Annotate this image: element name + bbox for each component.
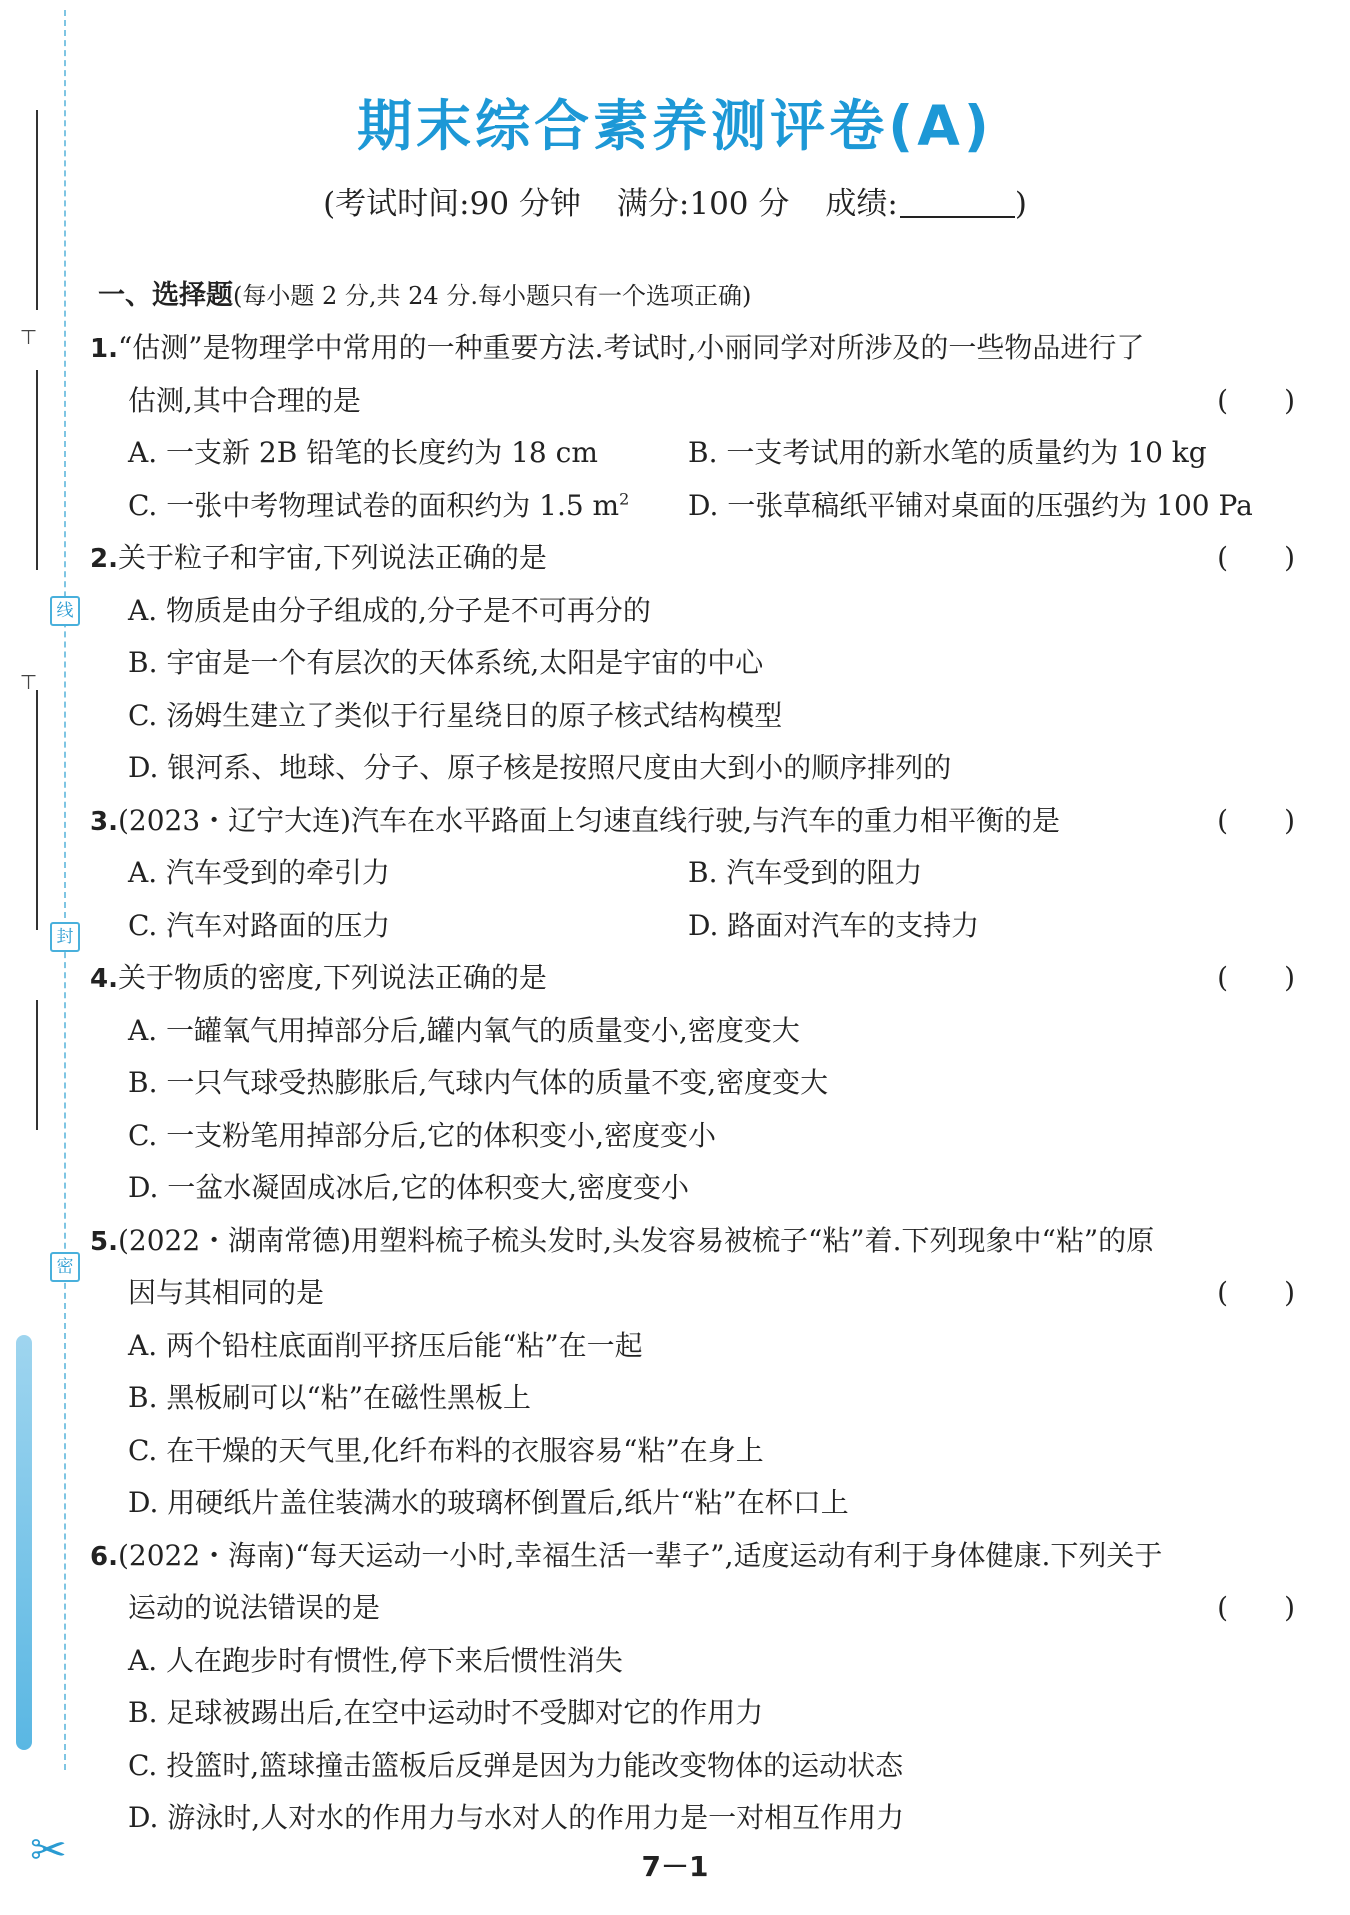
full-score: 满分:100 分 — [616, 186, 790, 222]
option-b: B. 黑板刷可以“粘”在磁性黑板上 — [128, 1381, 532, 1414]
question-stem-cont: 运动的说法错误的是 — [128, 1591, 381, 1624]
option-a: A. 一支新 2B 铅笔的长度约为 18 cm — [128, 436, 598, 469]
question-stem-cont: 估测,其中合理的是 — [128, 383, 361, 417]
margin-write-line — [36, 370, 38, 570]
question-number: 1. — [90, 334, 118, 364]
margin-label-mark: ⊢ — [16, 328, 41, 346]
exam-time: (考试时间:90 分钟 — [323, 186, 581, 222]
page-title: 期末综合素养测评卷(A) — [357, 94, 993, 158]
section-header — [98, 270, 1295, 322]
margin-write-line — [36, 690, 38, 930]
question-2 — [90, 532, 1295, 795]
question-4 — [90, 952, 1295, 1215]
question-3 — [90, 795, 1295, 953]
answer-bracket[interactable]: ( ) — [1217, 803, 1295, 837]
question-stem: 关于粒子和宇宙,下列说法正确的是 — [117, 541, 547, 574]
bind-mark-seal: 封 — [50, 922, 80, 952]
question-list — [90, 270, 1295, 1845]
superscript-2: 2 — [619, 489, 630, 509]
margin-label-mark: ⊢ — [16, 673, 41, 691]
question-5 — [90, 1215, 1295, 1530]
question-stem: (2022・海南)“每天运动一小时,幸福生活一辈子”,适度运动有利于身体健康.下列关于 — [117, 1538, 1163, 1572]
question-number: 2. — [90, 544, 118, 574]
option-c: C. 汽车对路面的压力 — [128, 908, 391, 942]
question-stem: “估测”是物理学中常用的一种重要方法.考试时,小丽同学对所涉及的一些物品进行了 — [117, 331, 1145, 364]
bind-mark-secret: 密 — [50, 1252, 80, 1282]
question-number: 4. — [90, 964, 118, 994]
option-b: B. 一支考试用的新水笔的质量约为 10 kg — [688, 436, 1207, 469]
option-c: C. 一支粉笔用掉部分后,它的体积变小,密度变小 — [128, 1118, 717, 1152]
section-note: (每小题 2 分,共 24 分.每小题只有一个选项正确) — [233, 282, 752, 310]
question-stem-cont: 因与其相同的是 — [128, 1276, 325, 1309]
option-b: B. 宇宙是一个有层次的天体系统,太阳是宇宙的中心 — [128, 646, 764, 679]
question-stem: (2022・湖南常德)用塑料梳子梳头发时,头发容易被梳子“粘”着.下列现象中“粘”的原 — [117, 1223, 1155, 1257]
grade-label: 成绩: — [825, 186, 898, 222]
scissors-icon: ✂ — [30, 1825, 67, 1876]
option-c: C. 汤姆生建立了类似于行星绕日的原子核式结构模型 — [128, 698, 783, 732]
option-d: D. 一张草稿纸平铺对桌面的压强约为 100 Pa — [688, 488, 1253, 522]
info-close-paren: ) — [1014, 186, 1027, 222]
option-a: A. 人在跑步时有惯性,停下来后惯性消失 — [128, 1643, 623, 1677]
option-d: D. 用硬纸片盖住装满水的玻璃杯倒置后,纸片“粘”在杯口上 — [128, 1486, 849, 1519]
option-d: D. 一盆水凝固成冰后,它的体积变大,密度变小 — [128, 1171, 690, 1204]
option-c: C. 在干燥的天气里,化纤布料的衣服容易“粘”在身上 — [128, 1433, 764, 1467]
question-number: 5. — [90, 1226, 118, 1257]
option-b: B. 一只气球受热膨胀后,气球内气体的质量不变,密度变大 — [128, 1066, 829, 1099]
question-number: 3. — [90, 806, 118, 837]
option-b: B. 汽车受到的阻力 — [688, 856, 923, 889]
question-6 — [90, 1530, 1295, 1845]
page-number: 7－1 — [641, 1850, 709, 1883]
answer-bracket[interactable]: ( ) — [1217, 1276, 1295, 1309]
question-1 — [90, 322, 1295, 532]
option-d: D. 路面对汽车的支持力 — [688, 908, 980, 942]
binding-margin — [0, 0, 80, 1915]
bind-mark-line: 线 — [50, 596, 80, 626]
answer-bracket[interactable]: ( ) — [1217, 1591, 1295, 1624]
option-a: A. 汽车受到的牵引力 — [128, 856, 391, 889]
answer-bracket[interactable]: ( ) — [1217, 541, 1295, 574]
option-b: B. 足球被踢出后,在空中运动时不受脚对它的作用力 — [128, 1696, 764, 1729]
option-a: A. 一罐氧气用掉部分后,罐内氧气的质量变小,密度变大 — [128, 1013, 800, 1047]
option-c: C. 投篮时,篮球撞击篮板后反弹是因为力能改变物体的运动状态 — [128, 1748, 904, 1782]
option-c: C. 一张中考物理试卷的面积约为 1.5 $m^2$ — [128, 488, 630, 522]
option-d: D. 游泳时,人对水的作用力与水对人的作用力是一对相互作用力 — [128, 1801, 905, 1834]
question-stem: (2023・辽宁大连)汽车在水平路面上匀速直线行驶,与汽车的重力相平衡的是 — [117, 803, 1060, 837]
question-number: 6. — [90, 1541, 118, 1572]
answer-bracket[interactable]: ( ) — [1217, 383, 1295, 417]
grade-blank[interactable] — [900, 190, 1015, 218]
option-a: A. 两个铅柱底面削平挤压后能“粘”在一起 — [128, 1328, 643, 1362]
exam-info — [0, 178, 1350, 223]
margin-color-bar — [16, 1335, 32, 1750]
margin-write-line — [36, 1000, 38, 1130]
option-d: D. 银河系、地球、分子、原子核是按照尺度由大到小的顺序排列的 — [128, 751, 952, 784]
section-title: 一、选择题 — [98, 280, 233, 311]
answer-bracket[interactable]: ( ) — [1217, 961, 1295, 994]
question-stem: 关于物质的密度,下列说法正确的是 — [117, 961, 547, 994]
cut-dashed-line — [64, 10, 66, 1770]
option-a: A. 物质是由分子组成的,分子是不可再分的 — [128, 593, 651, 627]
